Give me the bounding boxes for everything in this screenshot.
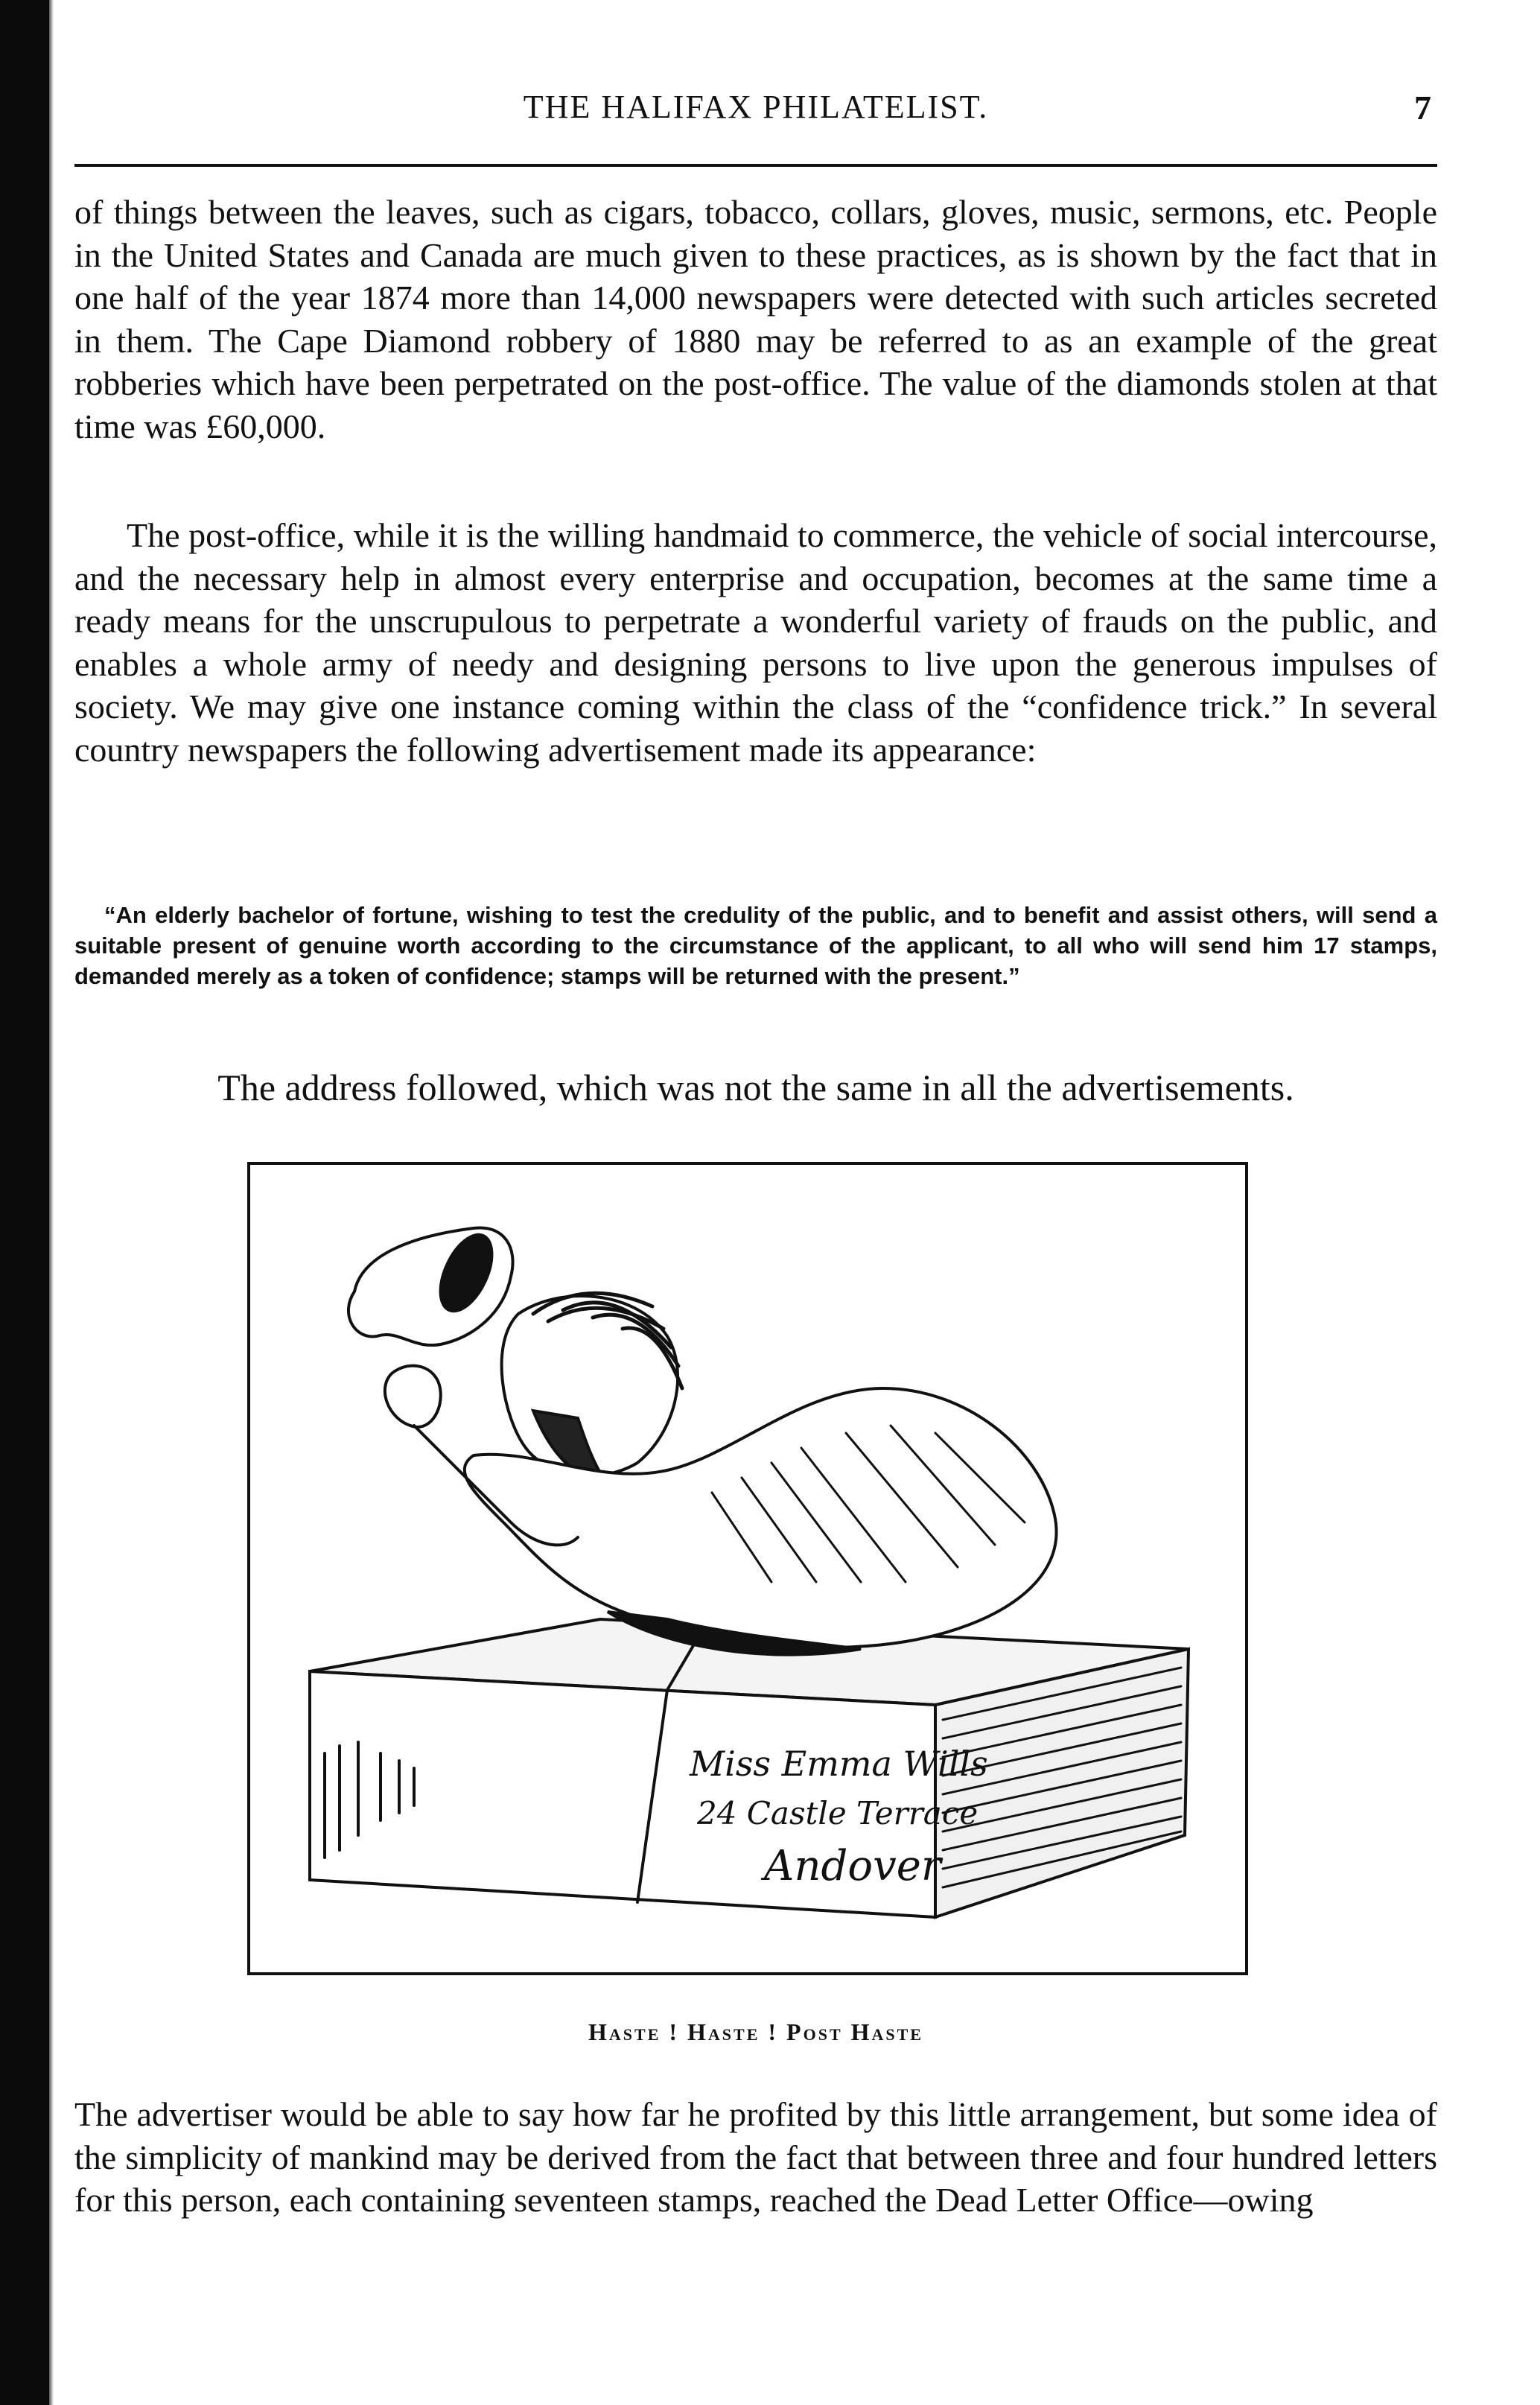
binding-edge-shadow xyxy=(0,0,49,2405)
page-header xyxy=(74,88,1437,133)
advertisement-quote: “An elderly bachelor of fortune, wishing to test the credulity of the public, and to benefit and assist others, will send a suitable present of genuine worth according to the circumstance of the applicant, to all who will send him 17 stamps, demanded merely as a token of confidence; stamps will be returned with the present.” xyxy=(74,902,1437,989)
parcel-illustration xyxy=(250,1165,1245,1972)
running-title: THE HALIFAX PHILATELIST. xyxy=(523,89,989,125)
paragraph-3: The advertiser would be able to say how far he profited by this little arrangement, but some idea of the simplicity of mankind may be derived from the fact that between three and four hundred letters for this person, each containing seventeen stamps, reached the Dead Letter Office—owing xyxy=(74,2095,1437,2219)
illustration-caption: Haste ! Haste ! Post Haste xyxy=(588,2018,923,2045)
header-rule xyxy=(74,164,1437,167)
parcel-label-line-1: Miss Emma Wills xyxy=(690,1744,988,1784)
parcel-label-line-2: 24 Castle Terrace xyxy=(697,1795,979,1831)
illustration-frame xyxy=(247,1162,1248,1975)
page-number: 7 xyxy=(1414,89,1431,127)
hand xyxy=(385,1366,441,1427)
binding-edge-gradient xyxy=(49,0,54,2405)
address-line: The address followed, which was not the same in all the advertisements. xyxy=(217,1067,1294,1108)
paragraph-1: of things between the leaves, such as cigars, tobacco, collars, gloves, music, sermons, etc. People in the United States and Canada are much given to these practices, as is shown by the fact that in one half of the year 1874 more than 14,000 newspapers were detected with such articles secreted in them. The Cape Diamond robbery of 1880 may be referred to as an example of the great robberies which have been perpetrated on the post-office. The value of the diamonds stolen at that time was £60,000. xyxy=(74,193,1437,445)
parcel-label-line-3: Andover xyxy=(764,1842,941,1890)
paragraph-2: The post-office, while it is the willing handmaid to commerce, the vehicle of social intercourse, and the necessary help in almost every enterprise and occupation, becomes at the same time a ready means for the unscrupulous to perpetrate a wonderful variety of frauds on the public, and enables a whole army of needy and designing persons to live upon the generous impulses of society. We may give one instance coming within the class of the “confidence trick.” In several country newspapers the following advertisement made its appearance: xyxy=(74,516,1437,769)
